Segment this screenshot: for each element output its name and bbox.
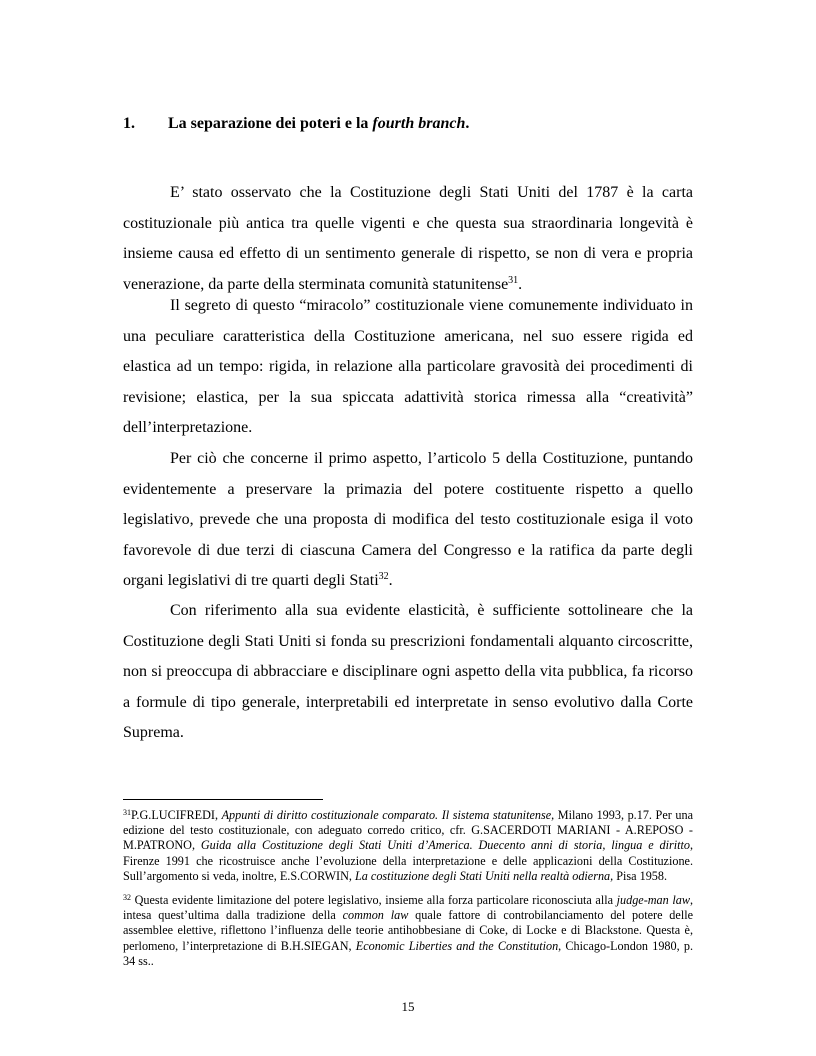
page-number: 15 [401,999,415,1014]
footnote-31-title-a: Appunti di diritto costituzionale comparato. Il sistema statunitense, [221,808,555,822]
footnote-31 [123,808,693,884]
section-title-text: La separazione dei poteri e la [168,115,373,132]
footnote-32-mark: 32 [123,893,131,902]
footnote-32-text-c: quale fattore di controbilanciamento del potere delle assemblee elettive, riflettono l’influenza delle teorie antihobbesiane di Coke, di Locke e di Blackstone. Questa è, perlomeno, l’interpretazione di B.H.SIEGAN, [123,908,693,953]
footnote-32-term-b: common law [342,908,409,923]
footnote-separator [123,799,323,800]
footnote-32-title: Economic Liberties and the Constitution [355,938,559,953]
paragraph-1-text: E’ stato osservato che la Costituzione degli Stati Uniti del 1787 è la carta costituzionale più antica tra quelle vigenti e che questa sua straordinaria longevità è insieme causa ed effetto di un sentimento generale di rispetto, se non di vera e propria venerazione, da parte della sterminata comunità statunitense [123,184,693,293]
paragraph-2-text: Il segreto di questo “miracolo” costituzionale viene comunemente individuato in una peculiare caratteristica della Costituzione americana, nel suo essere rigida ed elastica ad un tempo: rigida, in relazione alla particolare gravosità dei procedimenti di revisione; elastica, per la sua spiccata adattività storica rimessa alla “creatività” dell’interpretazione. [123,297,693,436]
footnote-31-text-c: , Firenze 1991 che ricostruisce anche l’evoluzione della interpretazione e delle applicazioni della Costituzione. Sull’argomento si veda, inoltre, E.S.CORWIN, [123,838,694,883]
paragraph-3 [123,444,693,597]
footnote-31-text-d: Pisa 1958. [613,868,668,883]
footnote-31-mark: 31 [123,808,131,817]
footnote-32-term-a: judge-man law [616,893,690,907]
paragraph-4 [123,596,693,749]
footnote-31-text-a: P.G.LUCIFREDI, [131,808,222,822]
paragraph-4-text: Con riferimento alla sua evidente elasticità, è sufficiente sottolineare che la Costituzione degli Stati Uniti si fonda su prescrizioni fondamentali alquanto circoscritte, non si preoccupa di abbracciare e disciplinare ogni aspetto della vita pubblica, fa ricorso a formule di tipo generale, interpretabili ed interpretate in senso evolutivo dalla Corte Suprema. [123,602,693,741]
footnote-31-title-b: Guida alla Costituzione degli Stati Uniti d’America. Duecento anni di storia, lingua e diritto [200,838,690,853]
paragraph-3-text: Per ciò che concerne il primo aspetto, l’articolo 5 della Costituzione, puntando evidentemente a preservare la primazia del potere costituente rispetto a quello legislativo, prevede che una proposta di modifica del testo costituzionale esiga il voto favorevole di due terzi di ciascuna Camera del Congresso e la ratifica da parte degli organi legislativi di tre quarti degli Stati [123,450,693,589]
footnote-31-text-b: Milano 1993, p.17. Per una edizione del testo costituzionale, con adeguato corredo critico, cfr. G.SACERDOTI MARIANI - A.REPOSO - M.PATRONO, [123,808,693,853]
paragraph-3-end: . [388,572,393,589]
paragraph-2 [123,291,693,444]
section-number: 1. [123,115,135,132]
footnote-31-title-c: La costituzione degli Stati Uniti nella realtà odierna, [355,868,614,883]
section-heading [123,115,469,133]
footnote-32-text-d: , Chicago-London 1980, p. 34 ss.. [123,938,694,968]
paragraph-1-end: . [518,275,523,293]
footnote-ref-31[interactable]: 31 [508,274,519,286]
footnote-32-text-a: Questa evidente limitazione del potere legislativo, insieme alla forza particolare riconosciuta alla [131,893,617,907]
section-title-italic: fourth branch [372,115,466,132]
section-title-end: . [465,115,470,132]
footnote-ref-32[interactable]: 32 [378,571,389,582]
paragraph-1 [123,178,693,300]
footnote-32-text-b: , intesa quest’ultima dalla tradizione della [123,893,693,923]
footnote-32 [123,893,693,969]
